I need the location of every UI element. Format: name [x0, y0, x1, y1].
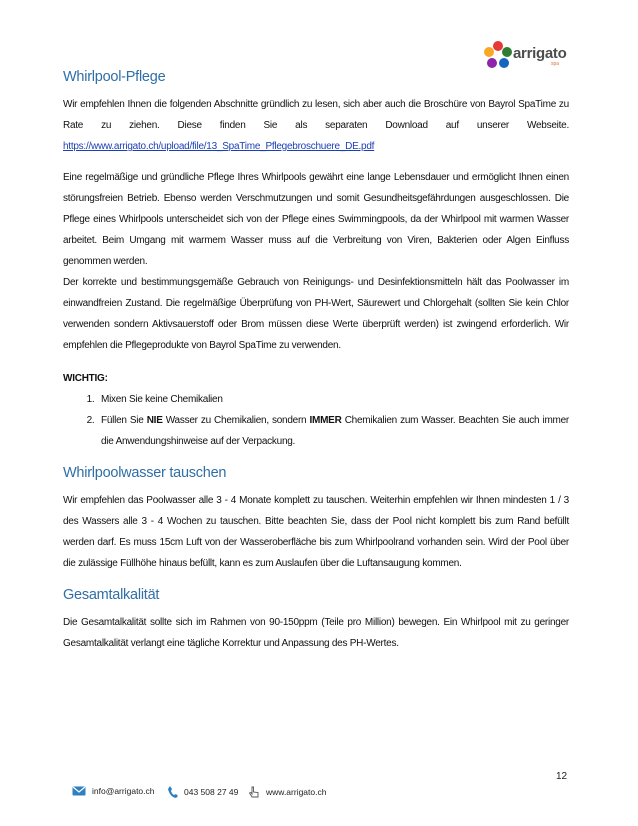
list-item	[97, 389, 569, 410]
logo-wordmark: arrigato	[513, 45, 567, 62]
heading-gesamtalkalitaet: Gesamtalkalität	[63, 587, 160, 603]
footer-web[interactable]	[248, 786, 326, 798]
footer-email[interactable]	[72, 786, 155, 796]
list-item-text: Wasser zu Chemikalien, sondern	[162, 415, 310, 426]
emphasis-nie: NIE	[146, 415, 163, 426]
phone-icon	[168, 786, 178, 798]
page-footer	[72, 782, 572, 802]
wichtig-label: WICHTIG:	[63, 373, 108, 384]
heading-wasser-tauschen: Whirlpoolwasser tauschen	[63, 465, 227, 481]
pointer-hand-icon	[248, 786, 260, 798]
heading-whirlpool-pflege: Whirlpool-Pflege	[63, 69, 166, 85]
brochure-link[interactable]: https://www.arrigato.ch/upload/file/13_SpaTime_Pflegebroschuere_DE.pdf	[63, 141, 375, 152]
logo-subtext: spa	[551, 61, 560, 67]
pflege-paragraph-2: Der korrekte und bestimmungsgemäße Gebrauch von Reinigungs- und Desinfektionsmitteln hält das Poolwasser im einwandfreien Zustand. Die regelmäßige Überprüfung von PH-Wert, Säurewert und Chlorgehalt (sollten Sie kein Chlor verwenden sondern Aktivsauerstoff oder Brom müssen diese Werte überprüft werden) ist zwingend erforderlich. Wir empfehlen die Pflegeprodukte von Bayrol SpaTime zu verwenden.	[63, 277, 569, 351]
list-item-text: Mixen Sie keine Chemikalien	[101, 394, 223, 405]
page-number: 12	[556, 771, 568, 782]
footer-email-text: info@arrigato.ch	[92, 786, 155, 796]
pflege-paragraph-1: Eine regelmäßige und gründliche Pflege Ihres Whirlpools gewährt eine lange Lebensdauer und ermöglicht Ihnen einen störungsfreien Betrieb. Ebenso werden Verschmutzungen und somit Gesundheitsgefährdungen ausgeschlossen. Die Pflege eines Whirlpools unterscheidet sich von der Pflege eines Swimmingpools, da der Whirlpool mit warmen Wasser arbeitet. Beim Umgang mit warmem Wasser muss auf die Verbreitung von Viren, Bakterien oder Algen Einfluss genommen werden.	[63, 172, 569, 267]
footer-phone-text: 043 508 27 49	[184, 787, 239, 797]
tauschen-paragraph: Wir empfehlen das Poolwasser alle 3 - 4 Monate komplett zu tauschen. Weiterhin empfehlen wir Ihnen mindesten 1 / 3 des Wassers alle 3 - 4 Wochen zu tauschen. Bitte beachten Sie, dass der Pool nicht komplett bis zum Rand befüllt werden darf. Es muss 15cm Luft von der Wasseroberfläche bis zum Whirlpoolrand vorhanden sein. Wird der Pool über die zulässige Füllhöhe hinaus befüllt, kann es zum Auslaufen über die Luftansaugung kommen.	[63, 495, 569, 569]
list-item	[97, 410, 569, 452]
email-icon	[72, 786, 86, 796]
main-content	[63, 66, 569, 654]
alkalitaet-paragraph: Die Gesamtalkalität sollte sich im Rahmen von 90-150ppm (Teile pro Million) bewegen. Ein Whirlpool mit zu geringer Gesamtalkalität verlangt eine tägliche Korrektur und Anpassung des PH-Wertes.	[63, 617, 569, 649]
footer-web-text: www.arrigato.ch	[266, 787, 327, 797]
list-item-text: Chemikalien zum Wasser. Beachten Sie auch immer die Anwendungshinweise auf der Verpackung.	[101, 415, 569, 447]
intro-paragraph	[63, 94, 569, 157]
footer-phone[interactable]	[168, 786, 238, 798]
wichtig-list	[63, 389, 569, 452]
intro-text: Wir empfehlen Ihnen die folgenden Abschnitte gründlich zu lesen, sich aber auch die Broschüre von Bayrol SpaTime zu Rate zu ziehen. Diese finden Sie als separaten Download auf unserer Webseite.	[63, 99, 569, 131]
list-item-text: Füllen Sie	[101, 415, 147, 426]
emphasis-immer: IMMER	[309, 415, 342, 426]
